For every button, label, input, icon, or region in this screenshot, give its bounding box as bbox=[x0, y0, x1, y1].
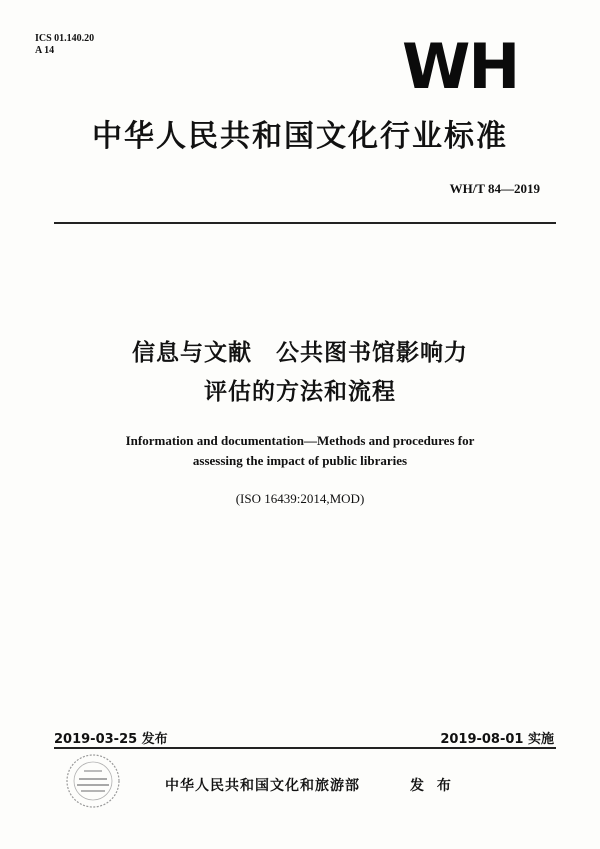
ics-code: ICS 01.140.20 bbox=[35, 33, 95, 44]
implementation-date: 2019-08-01 实施 bbox=[440, 732, 554, 747]
iso-reference: (ISO 16439:2014,MOD) bbox=[235, 491, 365, 506]
header-divider bbox=[54, 222, 556, 224]
chinese-title-line-1: 信息与文献 公共图书馆影响力 bbox=[132, 340, 468, 366]
standard-title: 中华人民共和国文化行业标准 bbox=[92, 119, 508, 154]
footer-divider bbox=[54, 747, 556, 749]
english-title-line-1: Information and documentation—Methods and procedures for bbox=[125, 433, 475, 448]
classification-code: A 14 bbox=[35, 45, 55, 56]
publish-label: 发 布 bbox=[410, 778, 455, 794]
issue-date: 2019-03-25 发布 bbox=[54, 732, 168, 747]
chinese-title-line-2: 评估的方法和流程 bbox=[204, 379, 396, 405]
wh-logo: WH bbox=[402, 30, 519, 103]
publisher-name: 中华人民共和国文化和旅游部 bbox=[165, 778, 360, 794]
seal-stamp-icon bbox=[64, 752, 122, 810]
english-title-line-2: assessing the impact of public libraries bbox=[192, 453, 408, 468]
standard-number: WH/T 84—2019 bbox=[449, 181, 540, 196]
